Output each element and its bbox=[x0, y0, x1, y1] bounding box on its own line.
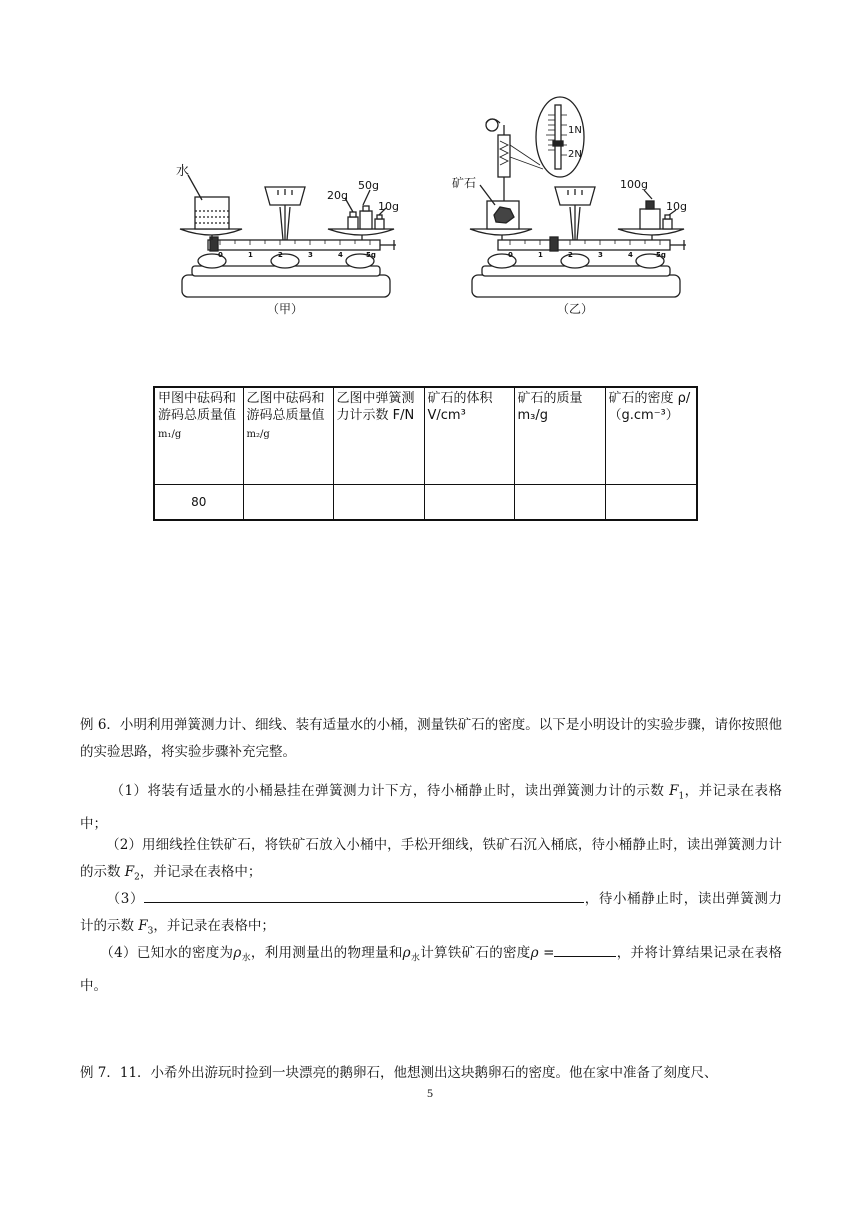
tick-label: 1 bbox=[538, 251, 543, 259]
table-cell bbox=[333, 485, 424, 521]
spring-mark: 1N bbox=[568, 125, 582, 136]
table-cell bbox=[243, 485, 333, 521]
weight-label: 100g bbox=[620, 178, 648, 191]
table-cell bbox=[514, 485, 605, 521]
tick-label: 5g bbox=[656, 251, 666, 259]
table-cell bbox=[424, 485, 514, 521]
weight-label: 10g bbox=[666, 200, 687, 213]
tick-label: 4 bbox=[338, 251, 343, 259]
data-table bbox=[153, 386, 698, 521]
tick-label: 5g bbox=[366, 251, 376, 259]
spring-mark: 2N bbox=[568, 149, 582, 160]
ore-label: 矿石 bbox=[452, 176, 477, 190]
tick-label: 3 bbox=[308, 251, 313, 259]
balance-jia bbox=[180, 175, 396, 297]
tick-label: 2 bbox=[278, 251, 283, 259]
example-6-step-1: （1）将装有适量水的小桶悬挂在弹簧测力计下方，待小桶静止时，读出弹簧测力计的示数 $F_1$，并记录在表格中； bbox=[80, 783, 782, 832]
answer-blank[interactable] bbox=[554, 942, 616, 957]
page-number: 5 bbox=[427, 1086, 433, 1100]
example-6-step-4: （4）已知水的密度为$\rho_水$，利用测量出的物理量和$\rho_水$计算铁矿石的密度ρ = ，并将计算结果记录在表格中。 bbox=[80, 940, 782, 1000]
weight-label: 10g bbox=[378, 200, 399, 213]
example-6-intro: 例 6．小明利用弹簧测力计、细线、装有适量水的小桶，测量铁矿石的密度。以下是小明设计的实验步骤，请你按照他的实验思路，将实验步骤补充完整。 bbox=[80, 717, 782, 760]
table-row bbox=[154, 485, 697, 521]
tick-label: 3 bbox=[598, 251, 603, 259]
figure-caption-jia: （甲） bbox=[267, 302, 304, 316]
balance-figure bbox=[150, 95, 690, 320]
table-header: 矿石的体积 V/cm³ bbox=[424, 387, 514, 485]
table-header: 矿石的质量 m₃/g bbox=[514, 387, 605, 485]
tick-label: 1 bbox=[248, 251, 253, 259]
example-7-intro: 例 7．11．小希外出游玩时捡到一块漂亮的鹅卵石，他想测出这块鹅卵石的密度。他在家中准备了刻度尺、 bbox=[80, 1065, 718, 1081]
table-header: 乙图中砝码和游码总质量值 m₂/g bbox=[243, 387, 333, 485]
tick-label: 0 bbox=[508, 251, 513, 259]
example-6-step-3: （3） ，待小桶静止时，读出弹簧测力计的示数 $F_3$，并记录在表格中； bbox=[80, 886, 782, 946]
table-cell bbox=[605, 485, 697, 521]
table-header-row bbox=[154, 387, 697, 485]
table-cell: 80 bbox=[154, 485, 243, 521]
table-header: 矿石的密度 ρ/（g.cm⁻³） bbox=[605, 387, 697, 485]
weight-label: 20g bbox=[327, 189, 348, 202]
answer-blank[interactable] bbox=[144, 888, 584, 903]
table-header: 甲图中砝码和游码总质量值 m₁/g bbox=[154, 387, 243, 485]
tick-label: 2 bbox=[568, 251, 573, 259]
weight-label: 50g bbox=[358, 179, 379, 192]
water-label: 水 bbox=[176, 164, 190, 179]
table-header: 乙图中弹簧测力计示数 F/N bbox=[333, 387, 424, 485]
tick-label: 0 bbox=[218, 251, 223, 259]
example-6-step-2: （2）用细线拴住铁矿石，将铁矿石放入小桶中，手松开细线，铁矿石沉入桶底，待小桶静止时，读出弹簧测力计的示数 $F_2$，并记录在表格中； bbox=[80, 837, 782, 883]
figure-caption-yi: （乙） bbox=[557, 302, 594, 316]
tick-label: 4 bbox=[628, 251, 633, 259]
